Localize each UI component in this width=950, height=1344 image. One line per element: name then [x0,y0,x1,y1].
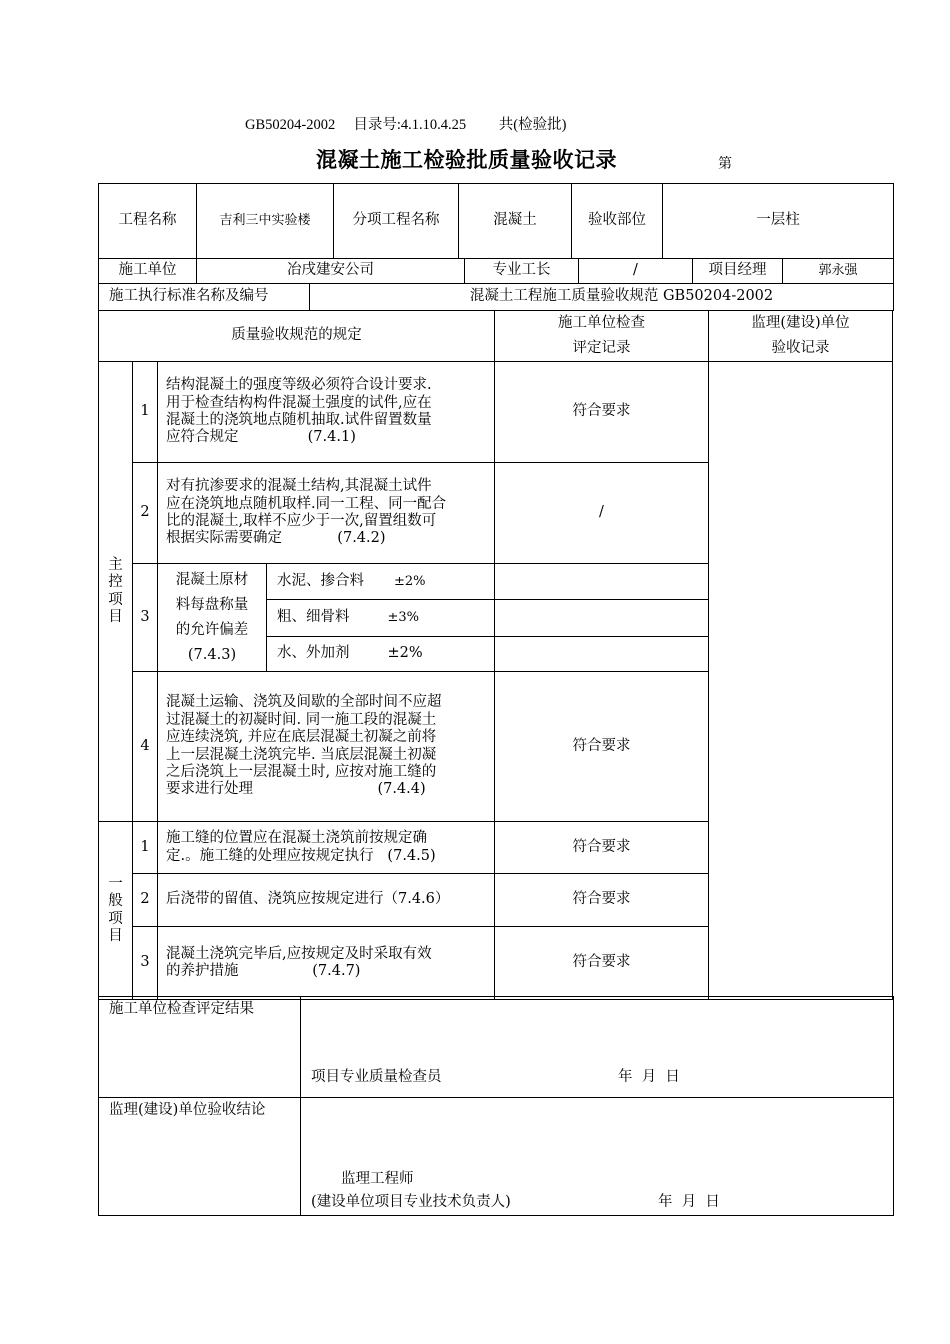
item-number: 2 [133,463,158,564]
standard-code: GB50204-2002 [245,117,336,133]
foreman-label: 专业工长 [465,259,579,284]
item-result: 符合要求 [495,822,709,874]
part-label: 验收部位 [572,184,663,259]
item-description: 对有抗渗要求的混凝土结构,其混凝土试件 应在浇筑地点随机取样.同一工程、同一配合 比的混凝土,取样不应少于一次,留置组数可 根据实际需要确定 (7.4.2) [158,463,495,564]
item-number: 4 [133,672,158,822]
item-result: 符合要求 [495,927,709,1000]
item-description: 混凝土原材 料每盘称量 的允许偏差 (7.4.3) [158,564,267,672]
inspector-label: 项目专业质量检查员 [311,1069,442,1085]
table-row [99,362,893,463]
tolerance-item: 粗、细骨料 ±3% [267,600,495,637]
item-result: 符合要求 [495,874,709,927]
unit-result-cell [301,997,894,1098]
supervisor-result-label: 监理(建设)单位验收结论 [99,1098,301,1216]
manager: 郭永强 [783,259,894,284]
supervisor-result-cell [301,1098,894,1216]
item-description: 混凝土运输、浇筑及间歇的全部时间不应超 过混凝土的初凝时间. 同一施工段的混凝土 应连续浇筑, 并应在底层混凝土初凝之前将 上一层混凝土浇筑完毕. 当底层混凝土初凝 之后浇筑上一层混凝土时, 应按对施工缝的 要求进行处理 (7.4.4) [158,672,495,822]
standard-value: 混凝土工程施工质量验收规范 GB50204-2002 [310,284,894,311]
tolerance-item: 水泥、掺合料 ±2% [267,564,495,600]
main-items-group-label: 主 控 项 目 [99,362,133,822]
supervisor-header: 监理(建设)单位 验收记录 [709,311,893,362]
spec-header: 质量验收规范的规定 [99,311,495,362]
engineer-label: 监理工程师 [341,1171,414,1187]
item-number: 3 [133,564,158,672]
tolerance-item: 水、外加剂 ±2% [267,637,495,672]
unit-label: 施工单位 [99,259,197,284]
measurement-grid [495,564,709,600]
supervisor-result-row [99,1098,894,1216]
doc-header-line [245,113,566,134]
project-name: 吉利三中实验楼 [197,184,334,259]
standard-label: 施工执行标准名称及编号 [99,284,310,311]
measurement-grid [495,637,709,672]
inspection-table [98,310,893,1000]
batch-total: 共(检验批) [498,117,567,133]
inspection-date: 年 月 日 [618,1069,680,1085]
sub-project-label: 分项工程名称 [334,184,459,259]
unit-info-table [98,258,894,284]
item-number: 1 [133,822,158,874]
item-result: 符合要求 [495,672,709,822]
item-description: 施工缝的位置应在混凝土浇筑前按规定确 定.。施工缝的处理应按规定执行 (7.4.5) [158,822,495,874]
owner-rep-label: (建设单位项目专业技术负责人) [311,1194,511,1210]
item-result: / [495,463,709,564]
measurement-grid [495,600,709,637]
sub-project: 混凝土 [459,184,572,259]
item-number: 2 [133,874,158,927]
item-number: 3 [133,927,158,1000]
unit-name: 冶戌建安公司 [197,259,465,284]
general-items-group-label: 一 般 项 目 [99,822,133,1000]
standard-table [98,283,894,311]
project-info-table [98,183,894,259]
signoff-table [98,996,894,1216]
supervisor-record-cell [709,362,893,1000]
unit-result-row [99,997,894,1098]
item-description: 结构混凝土的强度等级必须符合设计要求. 用于检查结构构件混凝土强度的试件,应在 混凝土的浇筑地点随机抽取.试件留置数量 应符合规定 (7.4.1) [158,362,495,463]
catalog-no: 目录号:4.1.10.4.25 [353,117,467,133]
supervisor-date: 年 月 日 [658,1194,720,1210]
manager-label: 项目经理 [693,259,783,284]
item-number: 1 [133,362,158,463]
page-number-label: 第 [718,156,732,172]
doc-title: 混凝土施工检验批质量验收记录 [316,147,617,172]
item-description: 混凝土浇筑完毕后,应按规定及时采取有效 的养护措施 (7.4.7) [158,927,495,1000]
unit-result-label: 施工单位检查评定结果 [99,997,301,1098]
part: 一层柱 [663,184,894,259]
unit-check-header: 施工单位检查 评定记录 [495,311,709,362]
item-description: 后浇带的留值、浇筑应按规定进行（7.4.6） [158,874,495,927]
item-result: 符合要求 [495,362,709,463]
column-header-row [99,311,893,362]
project-name-label: 工程名称 [99,184,197,259]
foreman: / [579,259,693,284]
